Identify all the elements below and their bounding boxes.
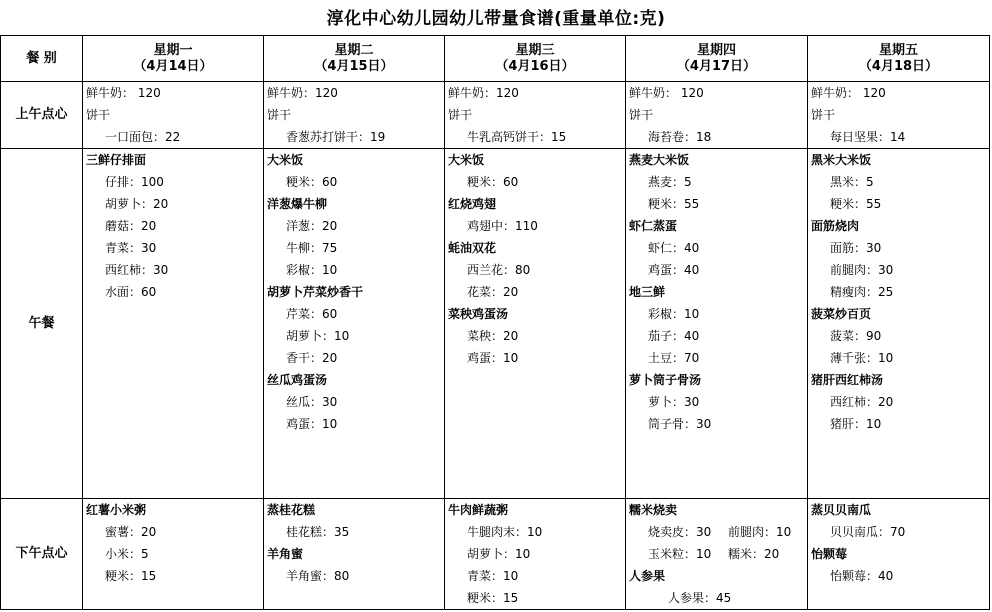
ingredient: 洋葱：20	[286, 219, 338, 233]
ingredient: 鸡蛋：10	[467, 351, 519, 365]
row-label-afternoon-snack: 下午点心	[1, 499, 83, 610]
ingredient: 芹菜：60	[286, 307, 338, 321]
dish-name: 怡颗莓	[811, 547, 848, 561]
ingredient: 鸡蛋：10	[286, 417, 338, 431]
page-title: 淳化中心幼儿园幼儿带量食谱(重量单位:克)	[326, 9, 666, 29]
menu-table	[0, 35, 990, 610]
ingredient: 精瘦肉：25	[830, 285, 894, 299]
ingredient: 鸡翅中：110	[467, 219, 538, 233]
menu-cell	[83, 499, 264, 610]
ingredient: 羊角蜜：80	[286, 569, 350, 583]
ingredient: 粳米：55	[830, 197, 882, 211]
day-date: （4月18日）	[858, 58, 939, 74]
dish-name: 面筋烧肉	[811, 219, 860, 233]
snack-milk: 鲜牛奶：120	[448, 86, 519, 100]
ingredient: 玉米粒：10	[648, 547, 712, 561]
afternoon-snack-row	[1, 499, 990, 610]
ingredient: 面筋：30	[830, 241, 882, 255]
row-label-morning-snack: 上午点心	[1, 82, 83, 149]
menu-cell	[445, 82, 626, 149]
snack-item: 一口面包：22	[105, 130, 181, 144]
dish-name: 大米饭	[267, 153, 304, 167]
menu-cell	[808, 149, 990, 499]
ingredient: 菠菜：90	[830, 329, 882, 343]
snack-milk: 鲜牛奶： 120	[811, 86, 886, 100]
ingredient: 西红柿：20	[830, 395, 894, 409]
menu-cell	[445, 149, 626, 499]
ingredient: 燕麦：5	[648, 175, 692, 189]
dish-name: 菠菜炒百页	[811, 307, 872, 321]
dish-name: 蒸桂花糕	[267, 503, 316, 517]
snack-item: 牛乳高钙饼干：15	[467, 130, 567, 144]
ingredient: 胡萝卜：10	[286, 329, 350, 343]
dish-name: 三鲜仔排面	[86, 153, 147, 167]
dish-name: 猪肝西红柿汤	[811, 373, 884, 387]
ingredient-pair	[626, 521, 807, 543]
dish-name: 蚝油双花	[448, 241, 497, 255]
dish-name: 洋葱爆牛柳	[267, 197, 328, 211]
ingredient: 怡颗莓：40	[830, 569, 894, 583]
day-header-wed	[445, 36, 626, 82]
dish-name: 牛肉鲜蔬粥	[448, 503, 509, 517]
menu-cell	[808, 499, 990, 610]
ingredient: 薄千张：10	[830, 351, 894, 365]
ingredient: 贝贝南瓜：70	[830, 525, 906, 539]
ingredient: 牛柳：75	[286, 241, 338, 255]
ingredient: 粳米：55	[648, 197, 700, 211]
day-header-tue	[264, 36, 445, 82]
menu-cell	[83, 149, 264, 499]
ingredient: 蘑菇：20	[105, 219, 157, 233]
morning-snack-row	[1, 82, 990, 149]
day-date: （4月15日）	[314, 58, 394, 74]
ingredient: 烧卖皮：30	[648, 525, 712, 539]
day-name: 星期四	[696, 42, 736, 58]
snack-milk: 鲜牛奶：120	[267, 86, 338, 100]
row-label-lunch: 午餐	[1, 149, 83, 499]
menu-cell	[264, 499, 445, 610]
dish-name: 地三鲜	[629, 285, 666, 299]
snack-type: 饼干	[86, 108, 111, 122]
ingredient: 彩椒：10	[648, 307, 700, 321]
day-header-mon	[83, 36, 264, 82]
menu-cell	[83, 82, 264, 149]
menu-cell	[626, 82, 808, 149]
ingredient: 西兰花：80	[467, 263, 531, 277]
header-row	[1, 36, 990, 82]
ingredient: 猪肝：10	[830, 417, 882, 431]
ingredient: 糯米：20	[728, 547, 780, 561]
menu-cell	[264, 82, 445, 149]
ingredient: 水面：60	[105, 285, 157, 299]
snack-type: 饼干	[448, 108, 473, 122]
dish-name: 羊角蜜	[267, 547, 304, 561]
ingredient: 粳米：60	[286, 175, 338, 189]
snack-type: 饼干	[267, 108, 292, 122]
dish-name: 黑米大米饭	[811, 153, 872, 167]
dish-name: 红烧鸡翅	[448, 197, 497, 211]
menu-cell	[626, 499, 808, 610]
day-name: 星期一	[153, 42, 193, 58]
menu-cell	[445, 499, 626, 610]
ingredient: 仔排：100	[105, 175, 164, 189]
ingredient: 香干：20	[286, 351, 338, 365]
day-date: （4月16日）	[495, 58, 575, 74]
day-header-thu	[626, 36, 808, 82]
ingredient: 茄子：40	[648, 329, 700, 343]
ingredient: 前腿肉：30	[830, 263, 894, 277]
ingredient: 牛腿肉末：10	[467, 525, 543, 539]
ingredient: 彩椒：10	[286, 263, 338, 277]
ingredient: 丝瓜：30	[286, 395, 338, 409]
day-name: 星期五	[878, 42, 918, 58]
dish-name: 虾仁蒸蛋	[629, 219, 678, 233]
day-header-fri	[808, 36, 990, 82]
snack-item: 香葱苏打饼干：19	[286, 130, 386, 144]
dish-name: 萝卜筒子骨汤	[629, 373, 702, 387]
ingredient: 粳米：15	[467, 591, 519, 605]
dish-name: 糯米烧卖	[629, 503, 678, 517]
ingredient: 虾仁：40	[648, 241, 700, 255]
snack-item: 海苔卷：18	[648, 130, 712, 144]
menu-cell	[626, 149, 808, 499]
snack-type: 饼干	[629, 108, 654, 122]
ingredient: 蜜薯：20	[105, 525, 157, 539]
ingredient: 花菜：20	[467, 285, 519, 299]
snack-milk: 鲜牛奶： 120	[86, 86, 161, 100]
ingredient: 菜秧：20	[467, 329, 519, 343]
dish-name: 人参果	[629, 569, 666, 583]
dish-name: 胡萝卜芹菜炒香干	[267, 285, 364, 299]
menu-cell	[808, 82, 990, 149]
day-name: 星期二	[334, 42, 374, 58]
snack-item: 每日坚果：14	[830, 130, 906, 144]
dish-name: 菜秧鸡蛋汤	[448, 307, 509, 321]
dish-name: 大米饭	[448, 153, 485, 167]
dish-name: 蒸贝贝南瓜	[811, 503, 872, 517]
ingredient: 人参果：45	[668, 591, 732, 605]
ingredient: 鸡蛋：40	[648, 263, 700, 277]
ingredient: 黑米：5	[830, 175, 874, 189]
ingredient: 桂花糕：35	[286, 525, 350, 539]
ingredient: 西红柿：30	[105, 263, 169, 277]
ingredient: 粳米：60	[467, 175, 519, 189]
ingredient: 青菜：30	[105, 241, 157, 255]
ingredient: 胡萝卜：10	[467, 547, 531, 561]
ingredient: 萝卜：30	[648, 395, 700, 409]
day-name: 星期三	[515, 42, 555, 58]
dish-name: 燕麦大米饭	[629, 153, 690, 167]
menu-cell	[264, 149, 445, 499]
ingredient: 粳米：15	[105, 569, 157, 583]
ingredient-pair	[626, 543, 807, 565]
dish-name: 丝瓜鸡蛋汤	[267, 373, 328, 387]
ingredient: 前腿肉：10	[728, 525, 792, 539]
ingredient: 青菜：10	[467, 569, 519, 583]
ingredient: 胡萝卜：20	[105, 197, 169, 211]
day-date: （4月14日）	[133, 58, 213, 74]
snack-type: 饼干	[811, 108, 836, 122]
ingredient: 小米：5	[105, 547, 149, 561]
snack-milk: 鲜牛奶： 120	[629, 86, 704, 100]
ingredient: 筒子骨：30	[648, 417, 712, 431]
dish-name: 红薯小米粥	[86, 503, 147, 517]
day-date: （4月17日）	[676, 58, 757, 74]
ingredient: 土豆：70	[648, 351, 700, 365]
lunch-row	[1, 149, 990, 499]
meal-type-header: 餐 别	[1, 36, 83, 82]
